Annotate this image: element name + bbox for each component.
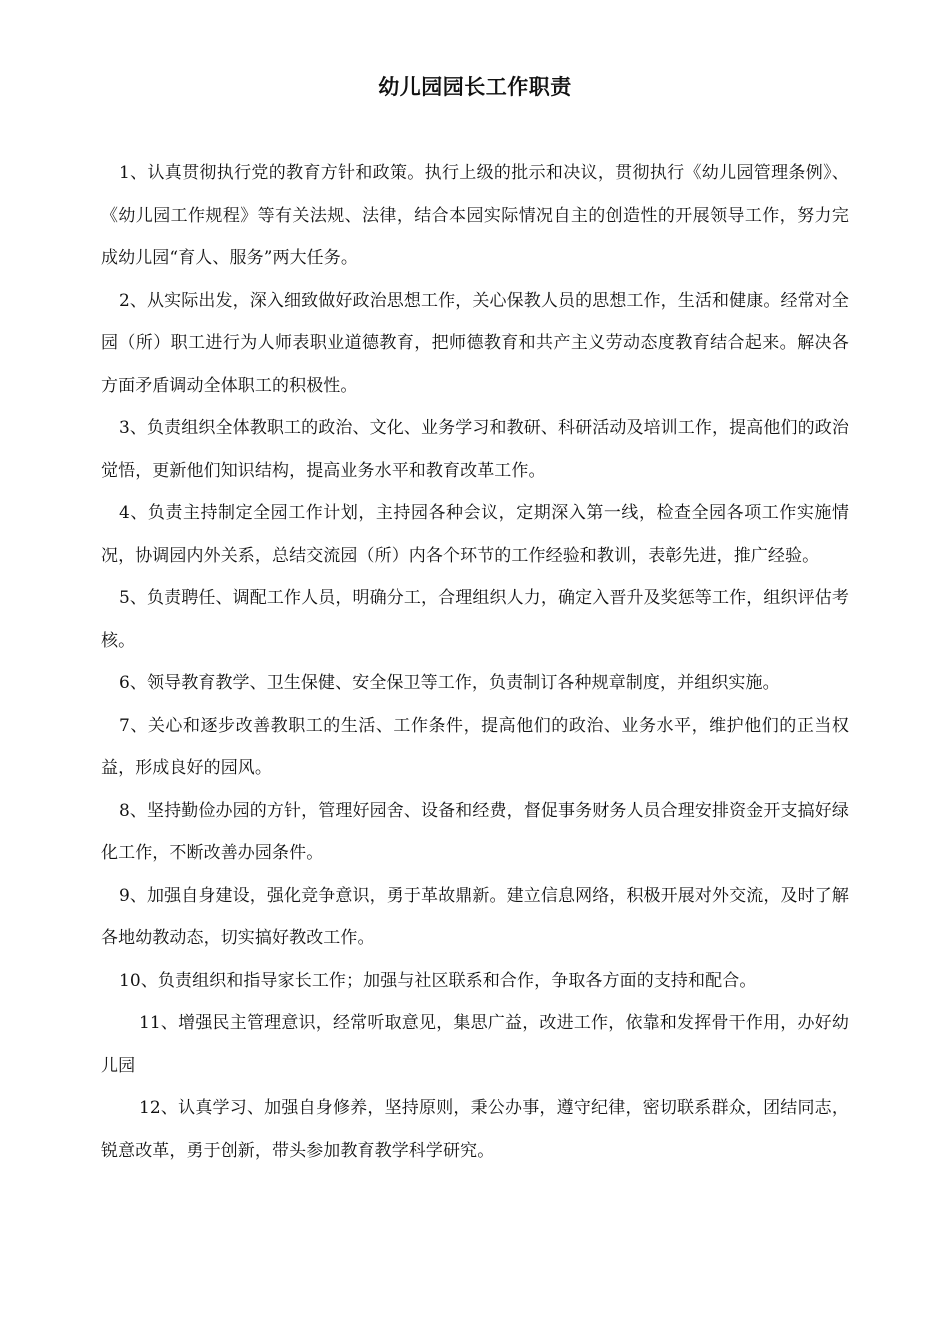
paragraph-11: 11、增强民主管理意识，经常听取意见，集思广益，改进工作，依靠和发挥骨干作用，办好幼儿园 (101, 1013, 849, 1076)
paragraph-10: 10、负责组织和指导家长工作；加强与社区联系和合作，争取各方面的支持和配合。 (119, 970, 757, 991)
paragraph-3: 3、负责组织全体教职工的政治、文化、业务学习和教研、科研活动及培训工作，提高他们的政治觉悟，更新他们知识结构，提高业务水平和教育改革工作。 (101, 418, 849, 481)
paragraph-9: 9、加强自身建设，强化竞争意识，勇于革故鼎新。建立信息网络，积极开展对外交流，及时了解各地幼教动态，切实搞好教改工作。 (101, 885, 849, 948)
paragraph-4: 4、负责主持制定全园工作计划，主持园各种会议，定期深入第一线，检查全园各项工作实施情况，协调园内外关系，总结交流园（所）内各个环节的工作经验和教训，表彰先进，推广经验。 (101, 503, 849, 566)
paragraph-5: 5、负责聘任、调配工作人员，明确分工，合理组织人力，确定入晋升及奖惩等工作，组织评估考核。 (101, 588, 849, 651)
paragraph-7: 7、关心和逐步改善教职工的生活、工作条件，提高他们的政治、业务水平，维护他们的正当权益，形成良好的园风。 (101, 715, 849, 778)
paragraph-12: 12、认真学习、加强自身修养，坚持原则，秉公办事，遵守纪律，密切联系群众，团结同志，锐意改革，勇于创新，带头参加教育教学科学研究。 (101, 1098, 849, 1161)
paragraph-2: 2、从实际出发，深入细致做好政治思想工作，关心保教人员的思想工作，生活和健康。经常对全园（所）职工进行为人师表职业道德教育，把师德教育和共产主义劳动态度教育结合起来。解决各方面矛盾调动全体职工的积极性。 (101, 290, 849, 396)
paragraph-6: 6、领导教育教学、卫生保健、安全保卫等工作，负责制订各种规章制度，并组织实施。 (119, 673, 780, 693)
document-title: 幼儿园园长工作职责 (378, 74, 572, 99)
paragraph-8: 8、坚持勤俭办园的方针，管理好园舍、设备和经费，督促事务财务人员合理安排资金开支搞好绿化工作，不断改善办园条件。 (101, 800, 849, 863)
paragraph-1: 1、认真贯彻执行党的教育方针和政策。执行上级的批示和决议，贯彻执行《幼儿园管理条例》、《幼儿园工作规程》等有关法规、法律，结合本园实际情况自主的创造性的开展领导工作，努力完成幼儿园“育人、服务”两大任务。 (101, 163, 849, 268)
document-body (101, 152, 849, 1172)
